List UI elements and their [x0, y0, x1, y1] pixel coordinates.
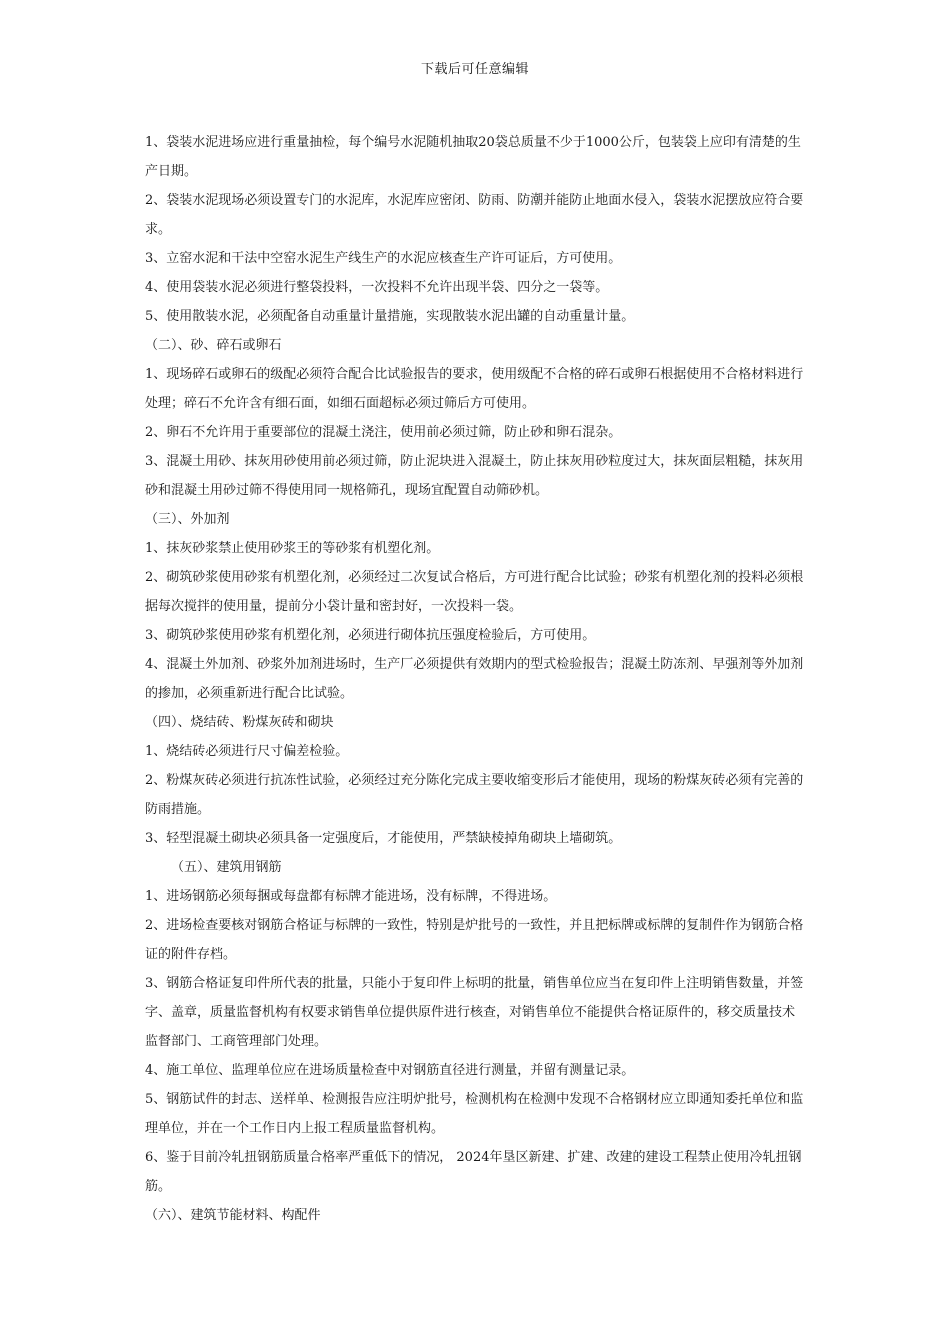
paragraph: 3、钢筋合格证复印件所代表的批量，只能小于复印件上标明的批量，销售单位应当在复印件上注明销售数量，并签字、盖章，质量监督机构有权要求销售单位提供原件进行核查，对销售单位不能提供合格证原件的，移交质量技术监督部门、工商管理部门处理。 [145, 976, 804, 1049]
paragraph: 2、进场检查要核对钢筋合格证与标牌的一致性，特别是炉批号的一致性，并且把标牌或标牌的复制件作为钢筋合格证的附件存档。 [145, 918, 804, 962]
paragraph: 3、砌筑砂浆使用砂浆有机塑化剂，必须进行砌体抗压强度检验后，方可使用。 [145, 628, 596, 643]
paragraph: 1、抹灰砂浆禁止使用砂浆王的等砂浆有机塑化剂。 [145, 541, 440, 556]
paragraph: 1、现场碎石或卵石的级配必须符合配合比试验报告的要求，使用级配不合格的碎石或卵石根据使用不合格材料进行处理；碎石不允许含有细石面，如细石面超标必须过筛后方可使用。 [145, 367, 804, 411]
document-body [145, 128, 807, 1230]
paragraph: 3、立窑水泥和干法中空窑水泥生产线生产的水泥应核查生产许可证后，方可使用。 [145, 251, 622, 266]
paragraph: 6、鉴于目前冷轧扭钢筋质量合格率严重低下的情况， 2024年垦区新建、扩建、改建的建设工程禁止使用冷轧扭钢筋。 [145, 1150, 802, 1194]
section-heading: （四）、烧结砖、粉煤灰砖和砌块 [145, 715, 334, 730]
paragraph: 2、卵石不允许用于重要部位的混凝土浇注，使用前必须过筛，防止砂和卵石混杂。 [145, 425, 622, 440]
page-header: 下载后可任意编辑 [420, 62, 529, 77]
section-heading: （六）、建筑节能材料、构配件 [145, 1208, 321, 1223]
paragraph: 2、袋装水泥现场必须设置专门的水泥库，水泥库应密闭、防雨、防潮并能防止地面水侵入，袋装水泥摆放应符合要求。 [145, 193, 804, 237]
paragraph: 4、施工单位、监理单位应在进场质量检查中对钢筋直径进行测量，并留有测量记录。 [145, 1063, 635, 1078]
paragraph: 2、砌筑砂浆使用砂浆有机塑化剂，必须经过二次复试合格后，方可进行配合比试验；砂浆有机塑化剂的投料必须根据每次搅拌的使用量，提前分小袋计量和密封好，一次投料一袋。 [145, 570, 804, 614]
paragraph: 1、进场钢筋必须每捆或每盘都有标牌才能进场，没有标牌，不得进场。 [145, 889, 557, 904]
section-heading: （二）、砂、碎石或卵石 [145, 338, 282, 353]
section-heading: （三）、外加剂 [145, 512, 230, 527]
paragraph: 2、粉煤灰砖必须进行抗冻性试验，必须经过充分陈化完成主要收缩变形后才能使用，现场的粉煤灰砖必须有完善的防雨措施。 [145, 773, 804, 817]
paragraph: 3、混凝土用砂、抹灰用砂使用前必须过筛，防止泥块进入混凝土，防止抹灰用砂粒度过大，抹灰面层粗糙，抹灰用砂和混凝土用砂过筛不得使用同一规格筛孔，现场宜配置自动筛砂机。 [145, 454, 804, 498]
section-heading: （五）、建筑用钢筋 [171, 860, 282, 875]
paragraph: 1、烧结砖必须进行尺寸偏差检验。 [145, 744, 349, 759]
paragraph: 4、使用袋装水泥必须进行整袋投料，一次投料不允许出现半袋、四分之一袋等。 [145, 280, 609, 295]
paragraph: 5、钢筋试件的封志、送样单、检测报告应注明炉批号，检测机构在检测中发现不合格钢材应立即通知委托单位和监理单位，并在一个工作日内上报工程质量监督机构。 [145, 1092, 804, 1136]
paragraph: 3、轻型混凝土砌块必须具备一定强度后，才能使用，严禁缺棱掉角砌块上墙砌筑。 [145, 831, 622, 846]
paragraph: 1、袋装水泥进场应进行重量抽检，每个编号水泥随机抽取20袋总质量不少于1000公斤，包装袋上应印有清楚的生产日期。 [145, 135, 801, 179]
paragraph: 4、混凝土外加剂、砂浆外加剂进场时，生产厂必须提供有效期内的型式检验报告；混凝土防冻剂、早强剂等外加剂的掺加，必须重新进行配合比试验。 [145, 657, 804, 701]
paragraph: 5、使用散装水泥，必须配备自动重量计量措施，实现散装水泥出罐的自动重量计量。 [145, 309, 635, 324]
